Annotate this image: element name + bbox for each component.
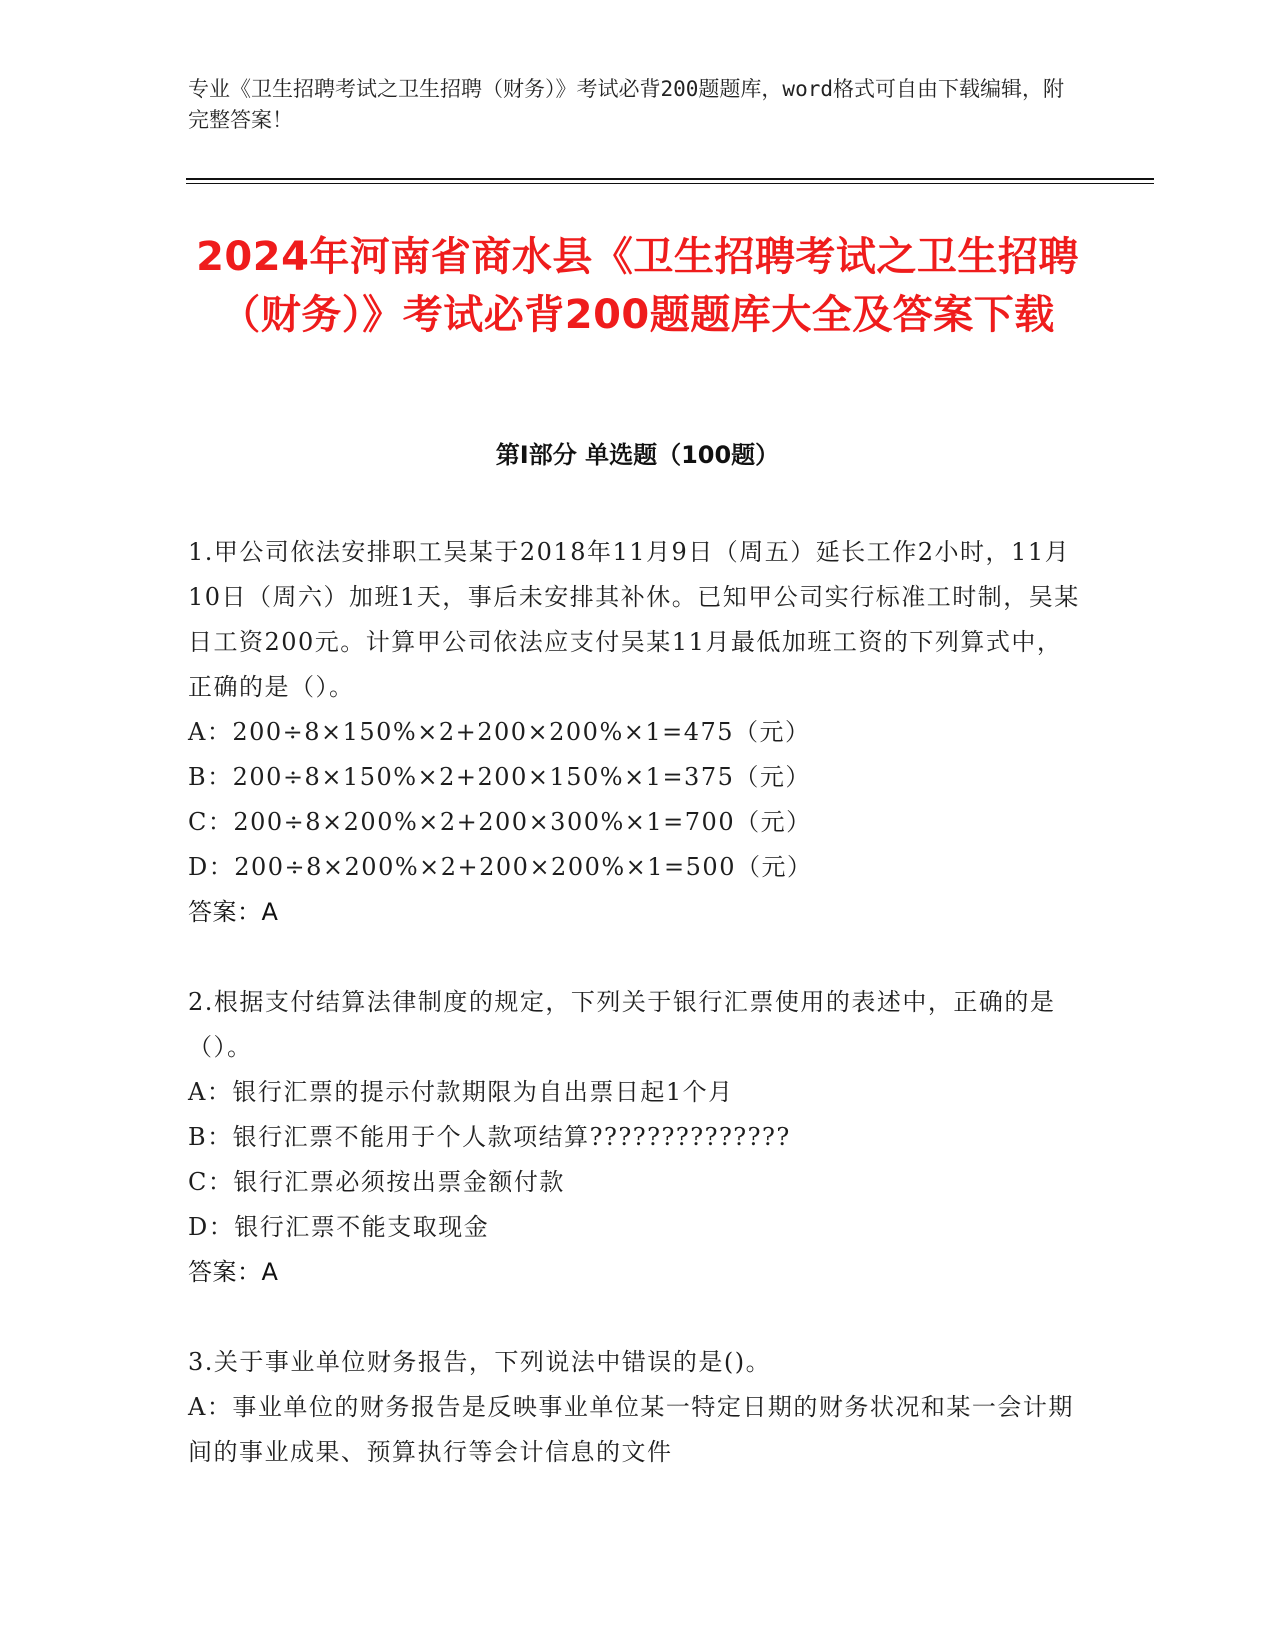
question-stem: 3.关于事业单位财务报告，下列说法中错误的是()。 [188,1348,772,1376]
section-title: 第Ⅰ部分 单选题（100题） [495,441,780,469]
answer: 答案：A [188,1258,279,1286]
option-b: B：200÷8×150%×2+200×150%×1=375（元） [188,763,811,791]
option-d: D：银行汇票不能支取现金 [188,1213,490,1241]
option-d: D：200÷8×200%×2+200×200%×1=500（元） [188,853,813,881]
header-divider-thin [186,183,1154,184]
option-a: A：200÷8×150%×2+200×200%×1=475（元） [188,718,811,746]
question-3 [188,1340,1083,1475]
option-c: C：200÷8×200%×2+200×300%×1=700（元） [188,808,812,836]
option-a: A：银行汇票的提示付款期限为自出票日起1个月 [188,1078,734,1106]
option-a: A：事业单位的财务报告是反映事业单位某一特定日期的财务状况和某一会计期间的事业成果、预算执行等会计信息的文件 [188,1393,1074,1466]
answer: 答案：A [188,898,279,926]
question-2 [188,980,1083,1295]
header-note: 专业《卫生招聘考试之卫生招聘（财务）》考试必背200题题库，word格式可自由下载编辑，附完整答案！ [188,77,1064,132]
header-divider [186,178,1154,180]
question-1 [188,530,1083,935]
option-b: B：银行汇票不能用于个人款项结算?????????????? [188,1123,791,1151]
question-list [188,530,1083,1520]
question-stem: 2.根据支付结算法律制度的规定，下列关于银行汇票使用的表述中，正确的是（）。 [188,988,1056,1061]
option-c: C：银行汇票必须按出票金额付款 [188,1168,565,1196]
document-title: 2024年河南省商水县《卫生招聘考试之卫生招聘（财务）》考试必背200题题库大全及答案下载 [196,234,1079,338]
question-stem: 1.甲公司依法安排职工吴某于2018年11月9日（周五）延长工作2小时，11月10日（周六）加班1天，事后未安排其补休。已知甲公司实行标准工时制，吴某日工资200元。计算甲公司依法应支付吴某11月最低加班工资的下列算式中，正确的是（）。 [188,538,1080,701]
